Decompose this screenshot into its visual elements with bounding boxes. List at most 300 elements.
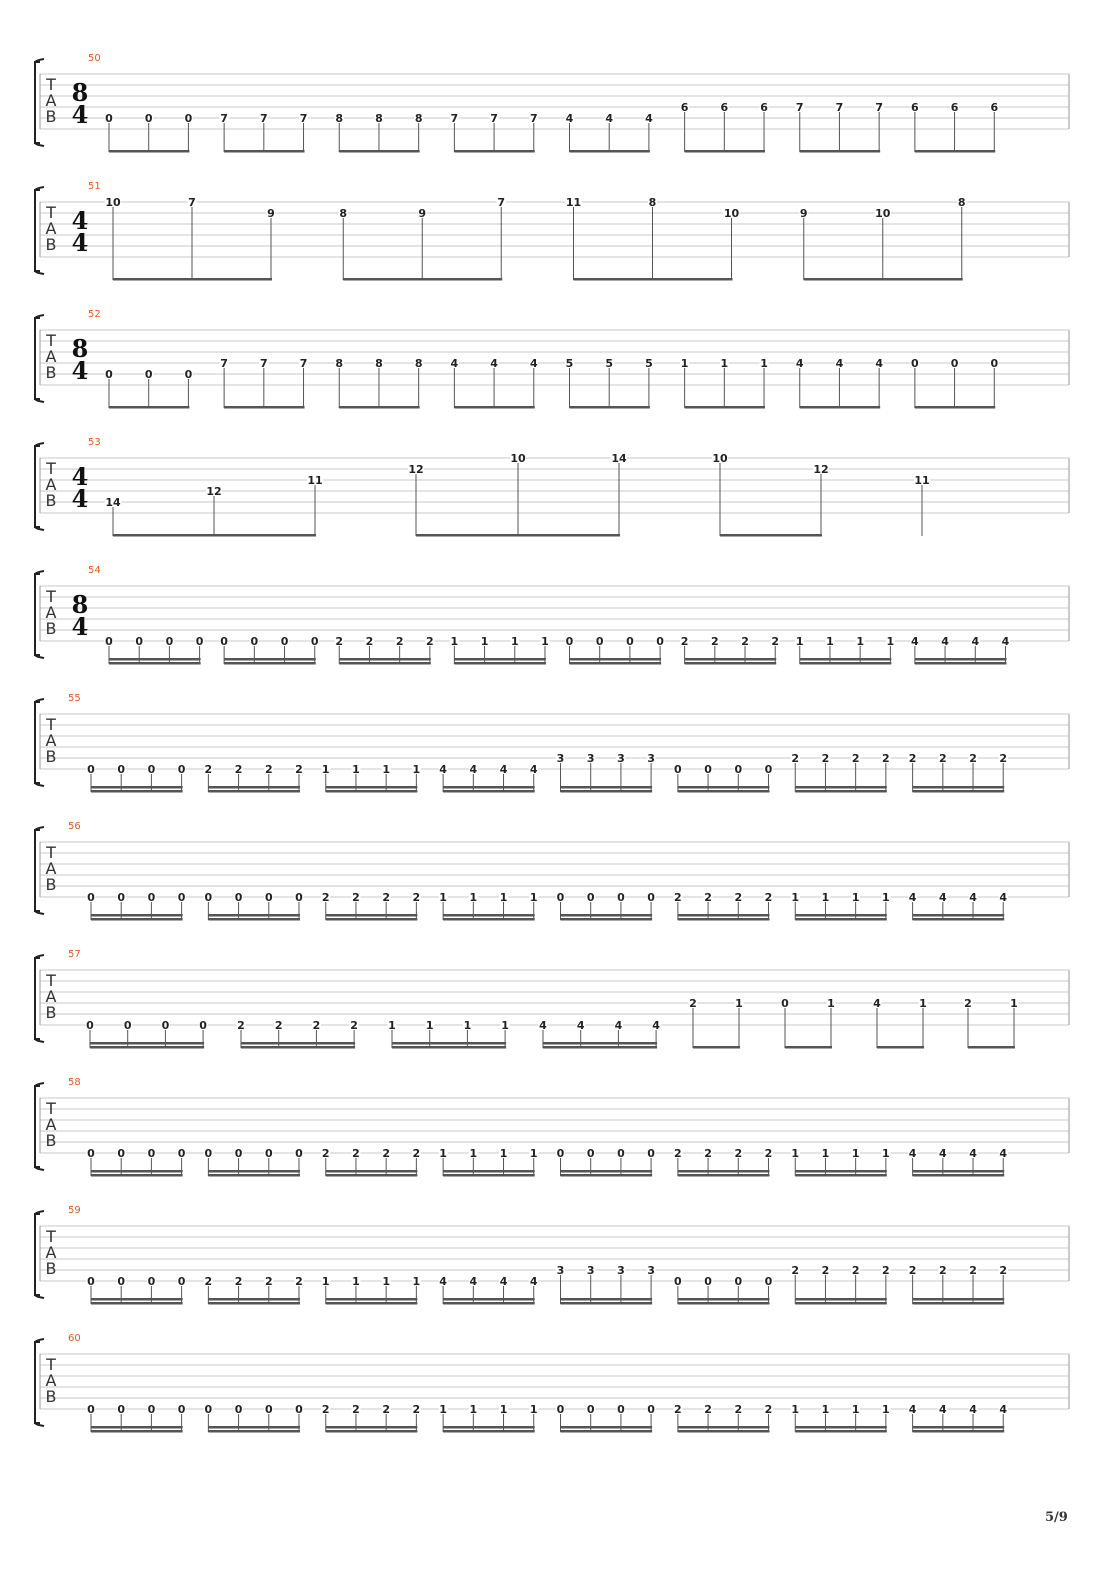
fret-number: 2 — [791, 1264, 800, 1277]
beam-primary — [113, 278, 272, 281]
fret-number: 6 — [990, 101, 999, 114]
beam-secondary — [208, 1170, 300, 1173]
beam-primary — [561, 1174, 653, 1177]
note-group — [439, 1147, 539, 1177]
note-group — [795, 357, 883, 409]
fret-number: 2 — [851, 1264, 860, 1277]
tab-clef-letter: A — [45, 219, 57, 238]
fret-number: 2 — [321, 1403, 330, 1416]
time-signature-bottom: 4 — [71, 100, 89, 129]
fret-number: 2 — [352, 891, 360, 904]
fret-number: 4 — [908, 1147, 917, 1160]
note-group — [680, 635, 780, 665]
fret-number: 7 — [259, 112, 268, 125]
fret-number: 2 — [412, 1403, 421, 1416]
fret-number: 3 — [556, 1264, 565, 1277]
fret-number: 7 — [220, 112, 228, 125]
fret-number: 4 — [614, 1019, 623, 1032]
tab-clef-letter: B — [45, 619, 57, 638]
beam-primary — [443, 918, 535, 921]
beam-primary — [339, 150, 419, 153]
tab-clef-letter: A — [45, 987, 57, 1006]
beam-primary — [443, 1430, 535, 1433]
tab-clef-letter: T — [46, 459, 56, 478]
tab-system — [35, 437, 1069, 537]
fret-number: 1 — [463, 1019, 472, 1032]
system-bracket — [35, 1086, 40, 1167]
beam-secondary — [795, 1298, 887, 1301]
note-group — [87, 1403, 187, 1433]
beam-primary — [913, 1174, 1005, 1177]
fret-number: 6 — [680, 101, 689, 114]
beam-secondary — [224, 658, 316, 661]
beam-secondary — [443, 1426, 535, 1429]
note-group — [204, 1403, 304, 1433]
beam-secondary — [678, 786, 770, 789]
fret-number: 1 — [499, 891, 508, 904]
beam-primary — [91, 918, 183, 921]
note-group — [105, 635, 205, 665]
beam-primary — [720, 534, 822, 537]
fret-number: 1 — [469, 1147, 478, 1160]
fret-number: 1 — [469, 891, 478, 904]
fret-number: 4 — [450, 357, 459, 370]
tab-clef-letter: T — [46, 843, 56, 862]
fret-number: 4 — [938, 891, 947, 904]
beam-secondary — [915, 658, 1007, 661]
fret-number: 4 — [576, 1019, 585, 1032]
beam-secondary — [795, 786, 887, 789]
fret-number: 0 — [184, 112, 193, 125]
fret-number: 4 — [999, 1403, 1008, 1416]
fret-number: 7 — [497, 196, 506, 209]
beam-primary — [561, 918, 653, 921]
beam-primary — [454, 150, 534, 153]
fret-number: 0 — [177, 1403, 186, 1416]
beam-primary — [343, 278, 502, 281]
system-bracket — [35, 830, 40, 911]
beam-primary — [915, 406, 995, 409]
fret-number: 2 — [851, 752, 860, 765]
measure-number: 56 — [68, 821, 81, 832]
fret-number: 11 — [565, 196, 582, 209]
fret-number: 0 — [295, 1403, 303, 1416]
note-group — [339, 196, 506, 281]
fret-number: 7 — [490, 112, 498, 125]
note-group — [556, 1403, 656, 1433]
beam-secondary — [208, 914, 300, 917]
fret-number: 0 — [117, 891, 126, 904]
tab-system — [35, 693, 1069, 793]
fret-number: 1 — [388, 1019, 396, 1032]
system-bracket — [35, 62, 40, 143]
fret-number: 12 — [408, 463, 424, 476]
fret-number: 9 — [418, 207, 427, 220]
fret-number: 7 — [835, 101, 844, 114]
beam-primary — [574, 278, 733, 281]
fret-number: 3 — [617, 752, 625, 765]
time-signature-top: 8 — [71, 590, 89, 619]
beam-secondary — [913, 914, 1005, 917]
note-group — [220, 635, 320, 665]
fret-number: 1 — [425, 1019, 434, 1032]
fret-number: 7 — [875, 101, 883, 114]
tab-clef-letter: T — [46, 1227, 56, 1246]
fret-number: 10 — [510, 452, 526, 465]
fret-number: 0 — [147, 1147, 156, 1160]
beam-primary — [392, 1046, 506, 1049]
fret-number: 0 — [177, 1147, 186, 1160]
note-group — [673, 1403, 773, 1433]
fret-number: 6 — [720, 101, 729, 114]
time-signature-bottom: 4 — [71, 484, 89, 513]
note-group — [556, 891, 656, 921]
fret-number: 2 — [382, 891, 390, 904]
fret-number: 4 — [795, 357, 804, 370]
fret-number: 4 — [439, 763, 447, 776]
fret-number: 0 — [147, 1275, 156, 1288]
fret-number: 1 — [720, 357, 729, 370]
note-group — [673, 1275, 773, 1305]
measure-number: 53 — [88, 437, 101, 448]
fret-number: 0 — [87, 891, 95, 904]
beam-primary — [913, 790, 1005, 793]
beam-secondary — [678, 914, 770, 917]
beam-primary — [113, 534, 316, 537]
beam-primary — [685, 662, 777, 665]
fret-number: 1 — [412, 763, 421, 776]
beam-primary — [91, 1430, 183, 1433]
beam-secondary — [326, 786, 418, 789]
note-group — [910, 635, 1010, 665]
tab-clef-letter: B — [45, 491, 57, 510]
fret-number: 0 — [674, 763, 682, 776]
fret-number: 0 — [647, 891, 655, 904]
fret-number: 14 — [105, 496, 121, 509]
note-group — [791, 1403, 891, 1433]
fret-number: 2 — [704, 1147, 712, 1160]
fret-number: 1 — [352, 763, 360, 776]
beam-secondary — [91, 786, 183, 789]
fret-number: 1 — [886, 635, 895, 648]
measure-number: 60 — [68, 1333, 81, 1344]
beam-secondary — [800, 658, 892, 661]
note-group — [105, 474, 323, 537]
note-group — [914, 474, 930, 536]
fret-number: 1 — [352, 1275, 360, 1288]
fret-number: 4 — [969, 1403, 977, 1416]
fret-number: 5 — [645, 357, 653, 370]
fret-number: 2 — [710, 635, 719, 648]
tab-clef-letter: A — [45, 347, 57, 366]
fret-number: 2 — [969, 752, 977, 765]
beam-primary — [224, 406, 304, 409]
beam-secondary — [561, 786, 653, 789]
tab-clef-letter: T — [46, 203, 56, 222]
beam-primary — [91, 790, 183, 793]
note-group — [781, 997, 836, 1049]
note-group — [87, 1147, 187, 1177]
fret-number: 1 — [919, 997, 927, 1010]
fret-number: 2 — [674, 1403, 682, 1416]
tab-clef-letter: T — [46, 715, 56, 734]
beam-secondary — [208, 1426, 300, 1429]
tab-clef-letter: T — [46, 971, 56, 990]
system-bracket — [35, 1342, 40, 1423]
fret-number: 2 — [821, 1264, 830, 1277]
fret-number: 1 — [1010, 997, 1018, 1010]
fret-number: 4 — [835, 357, 844, 370]
note-group — [321, 1275, 421, 1305]
beam-secondary — [392, 1042, 506, 1045]
fret-number: 0 — [184, 368, 193, 381]
fret-number: 0 — [565, 635, 574, 648]
fret-number: 0 — [264, 1147, 273, 1160]
beam-secondary — [570, 658, 662, 661]
tab-clef-letter: A — [45, 603, 57, 622]
fret-number: 0 — [204, 1147, 213, 1160]
fret-number: 1 — [529, 1147, 538, 1160]
note-group — [795, 101, 883, 153]
fret-number: 2 — [999, 1264, 1008, 1277]
fret-number: 2 — [350, 1019, 358, 1032]
fret-number: 2 — [999, 752, 1008, 765]
fret-number: 3 — [647, 1264, 655, 1277]
beam-secondary — [795, 914, 887, 917]
fret-number: 0 — [144, 112, 153, 125]
fret-number: 0 — [87, 1403, 95, 1416]
note-group — [908, 1147, 1008, 1177]
fret-number: 0 — [250, 635, 259, 648]
fret-number: 2 — [734, 1147, 743, 1160]
beam-secondary — [561, 1170, 653, 1173]
beam-primary — [968, 1046, 1015, 1049]
fret-number: 4 — [941, 635, 949, 648]
note-group — [689, 997, 744, 1049]
beam-primary — [915, 662, 1007, 665]
fret-number: 8 — [414, 357, 423, 370]
beam-primary — [804, 278, 963, 281]
note-group — [439, 1275, 539, 1305]
fret-number: 2 — [908, 1264, 917, 1277]
fret-number: 4 — [529, 1275, 538, 1288]
fret-number: 0 — [295, 891, 303, 904]
beam-primary — [685, 406, 765, 409]
fret-number: 1 — [882, 891, 890, 904]
fret-number: 1 — [439, 1147, 447, 1160]
fret-number: 1 — [501, 1019, 509, 1032]
fret-number: 0 — [310, 635, 319, 648]
beam-primary — [570, 406, 650, 409]
fret-number: 1 — [827, 997, 835, 1010]
beam-primary — [109, 662, 201, 665]
fret-number: 0 — [87, 763, 95, 776]
note-group — [204, 763, 304, 793]
tab-clef-letter: A — [45, 1115, 57, 1134]
fret-number: 2 — [764, 891, 773, 904]
time-signature-bottom: 4 — [71, 612, 89, 641]
beam-primary — [795, 790, 887, 793]
fret-number: 1 — [851, 1403, 860, 1416]
fret-number: 8 — [335, 357, 344, 370]
beam-primary — [678, 1430, 770, 1433]
fret-number: 0 — [264, 891, 273, 904]
fret-number: 0 — [781, 997, 789, 1010]
note-group — [799, 196, 966, 281]
fret-number: 1 — [882, 1403, 890, 1416]
beam-secondary — [326, 1298, 418, 1301]
fret-number: 0 — [764, 1275, 773, 1288]
fret-number: 14 — [611, 452, 627, 465]
fret-number: 0 — [105, 368, 113, 381]
fret-number: 0 — [105, 635, 113, 648]
tab-clef-letter: B — [45, 875, 57, 894]
fret-number: 0 — [734, 763, 743, 776]
fret-number: 1 — [851, 1147, 860, 1160]
beam-secondary — [91, 1298, 183, 1301]
note-group — [565, 635, 665, 665]
fret-number: 1 — [382, 763, 390, 776]
tab-clef-letter: B — [45, 1003, 57, 1022]
fret-number: 7 — [259, 357, 268, 370]
system-bracket — [35, 446, 40, 527]
fret-number: 2 — [295, 763, 303, 776]
beam-primary — [800, 150, 880, 153]
note-group — [439, 891, 539, 921]
beam-secondary — [561, 1426, 653, 1429]
fret-number: 7 — [299, 112, 308, 125]
beam-primary — [561, 1302, 653, 1305]
fret-number: 3 — [617, 1264, 625, 1277]
fret-number: 2 — [791, 752, 800, 765]
note-group — [87, 1275, 187, 1305]
fret-number: 0 — [734, 1275, 743, 1288]
beam-primary — [443, 790, 535, 793]
note-group — [873, 997, 928, 1049]
beam-primary — [241, 1046, 355, 1049]
fret-number: 2 — [352, 1403, 360, 1416]
measure-number: 51 — [88, 181, 101, 192]
note-group — [321, 763, 421, 793]
fret-number: 4 — [499, 1275, 508, 1288]
beam-primary — [543, 1046, 657, 1049]
beam-primary — [326, 790, 418, 793]
fret-number: 0 — [556, 1147, 565, 1160]
fret-number: 10 — [723, 207, 740, 220]
time-signature-bottom: 4 — [71, 228, 89, 257]
fret-number: 4 — [645, 112, 653, 125]
fret-number: 0 — [647, 1403, 655, 1416]
beam-secondary — [208, 1298, 300, 1301]
fret-number: 0 — [123, 1019, 132, 1032]
beam-primary — [443, 1174, 535, 1177]
fret-number: 1 — [882, 1147, 890, 1160]
beam-secondary — [91, 1170, 183, 1173]
fret-number: 0 — [556, 891, 565, 904]
fret-number: 4 — [1001, 635, 1010, 648]
fret-number: 4 — [565, 112, 574, 125]
fret-number: 1 — [826, 635, 834, 648]
fret-number: 2 — [908, 752, 917, 765]
fret-number: 1 — [760, 357, 768, 370]
fret-number: 0 — [595, 635, 604, 648]
fret-number: 1 — [321, 1275, 330, 1288]
fret-number: 3 — [556, 752, 565, 765]
page-number: 5/9 — [1045, 1510, 1068, 1525]
beam-primary — [326, 1302, 418, 1305]
system-bracket — [35, 702, 40, 783]
beam-primary — [109, 406, 189, 409]
fret-number: 2 — [964, 997, 972, 1010]
fret-number: 0 — [147, 891, 156, 904]
fret-number: 2 — [938, 1264, 947, 1277]
fret-number: 2 — [704, 1403, 712, 1416]
tab-clef-letter: A — [45, 1371, 57, 1390]
measure-number: 59 — [68, 1205, 81, 1216]
fret-number: 0 — [87, 1147, 95, 1160]
beam-primary — [339, 406, 419, 409]
note-group — [908, 891, 1008, 921]
fret-number: 8 — [648, 196, 657, 209]
measure-number: 50 — [88, 53, 101, 64]
fret-number: 2 — [335, 635, 344, 648]
time-signature-top: 8 — [71, 78, 89, 107]
fret-number: 0 — [117, 1275, 126, 1288]
beam-primary — [913, 1430, 1005, 1433]
fret-number: 1 — [412, 1275, 421, 1288]
beam-primary — [91, 1174, 183, 1177]
note-group — [673, 1147, 773, 1177]
system-bracket — [35, 958, 40, 1039]
fret-number: 4 — [652, 1019, 660, 1032]
fret-number: 0 — [87, 1275, 95, 1288]
fret-number: 2 — [882, 752, 890, 765]
fret-number: 4 — [908, 891, 917, 904]
fret-number: 0 — [204, 1403, 213, 1416]
beam-primary — [208, 790, 300, 793]
fret-number: 7 — [529, 112, 538, 125]
fret-number: 1 — [469, 1403, 478, 1416]
measure-number: 57 — [68, 949, 81, 960]
beam-primary — [795, 1302, 887, 1305]
note-group — [220, 357, 308, 409]
fret-number: 4 — [938, 1147, 947, 1160]
fret-number: 0 — [704, 1275, 712, 1288]
note-group — [87, 891, 187, 921]
beam-primary — [570, 150, 650, 153]
note-group — [795, 635, 895, 665]
beam-primary — [454, 406, 534, 409]
fret-number: 2 — [274, 1019, 283, 1032]
fret-number: 1 — [680, 357, 689, 370]
fret-number: 3 — [586, 752, 595, 765]
fret-number: 0 — [556, 1403, 565, 1416]
beam-primary — [561, 1430, 653, 1433]
fret-number: 0 — [586, 891, 595, 904]
system-bracket — [35, 190, 40, 271]
fret-number: 8 — [375, 112, 383, 125]
measure-number: 55 — [68, 693, 81, 704]
note-group — [791, 1147, 891, 1177]
note-group — [712, 452, 829, 537]
beam-primary — [913, 918, 1005, 921]
fret-number: 0 — [234, 1403, 243, 1416]
beam-primary — [443, 1302, 535, 1305]
time-signature-top: 4 — [71, 206, 89, 235]
beam-secondary — [443, 1170, 535, 1173]
note-group — [204, 1275, 304, 1305]
beam-primary — [224, 662, 316, 665]
